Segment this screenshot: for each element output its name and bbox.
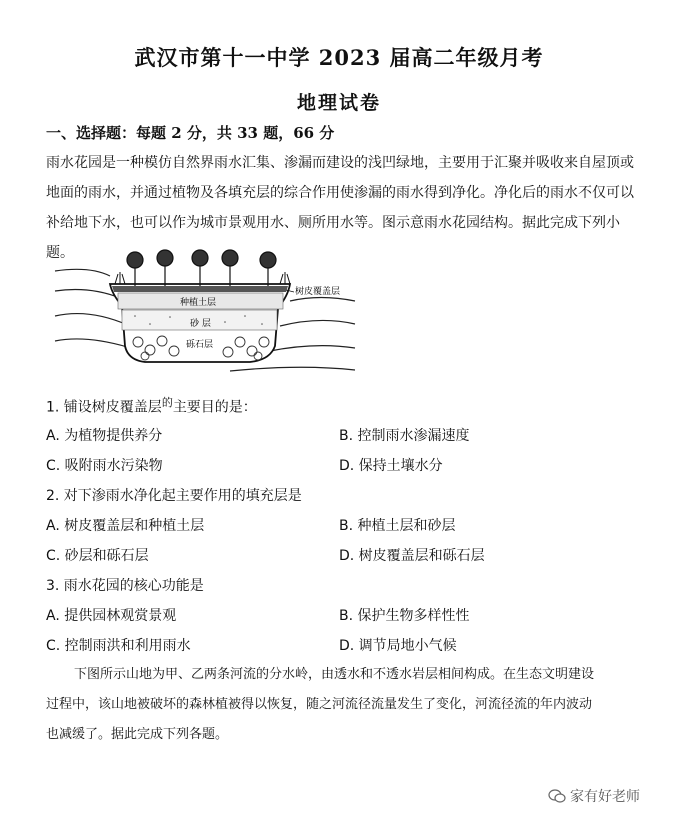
passage-line: 也减缓了。据此完成下列各题。: [46, 727, 229, 742]
question-3-option-d: D. 调节局地小气候: [339, 638, 457, 654]
question-2-option-b: B. 种植土层和砂层: [339, 518, 456, 534]
exam-title: 武汉市第十一中学 2023 届高二年级月考: [134, 45, 544, 70]
question-1-option-b: B. 控制雨水渗漏速度: [339, 428, 470, 444]
question-3-stem: 3. 雨水花园的核心功能是: [46, 578, 204, 594]
question-1-option-a: A. 为植物提供养分: [46, 428, 163, 444]
question-2-option-c: C. 砂层和砾石层: [46, 548, 149, 564]
wechat-icon: [548, 788, 566, 804]
question-3-option-c: C. 控制雨洪和利用雨水: [46, 638, 191, 654]
question-3-option-b: B. 保护生物多样性性: [339, 608, 470, 624]
question-2-stem: 2. 对下渗雨水净化起主要作用的填充层是: [46, 488, 302, 504]
question-1-stem: 1. 铺设树皮覆盖层$^的$主要目的是：: [46, 396, 257, 416]
passage-2: [46, 660, 646, 750]
label-soil: 种植土层: [180, 298, 217, 308]
exam-subtitle: 地理试卷: [296, 92, 381, 114]
label-sand: 砂 层: [190, 319, 211, 329]
section-heading: 一、选择题：每题 2 分，共 33 题，66 分: [46, 124, 335, 142]
passage-line: 地面的雨水，并通过植物及各填充层的综合作用使渗漏的雨水得到净化。净化后的雨水不仅可以: [46, 185, 634, 201]
question-2-option-d: D. 树皮覆盖层和砾石层: [339, 548, 485, 564]
question-2-option-a: A. 树皮覆盖层和种植土层: [46, 518, 205, 534]
watermark: [548, 786, 640, 806]
passage-line: 雨水花园是一种模仿自然界雨水汇集、渗漏而建设的浅凹绿地，主要用于汇聚并吸收来自屋顶或: [46, 155, 634, 171]
rain-garden-diagram: [50, 246, 360, 376]
label-gravel: 砾石层: [186, 340, 214, 350]
question-1-option-d: D. 保持土壤水分: [339, 458, 443, 474]
bark-layer: [112, 286, 288, 292]
label-bark: 树皮覆盖层: [295, 287, 341, 297]
passage-line: 下图所示山地为甲、乙两条河流的分水岭，由透水和不透水岩层相间构成。在生态文明建设: [74, 667, 595, 682]
question-3-option-a: A. 提供园林观赏景观: [46, 608, 177, 624]
question-1-option-c: C. 吸附雨水污染物: [46, 458, 163, 474]
passage-line: 过程中，该山地被破坏的森林植被得以恢复，随之河流径流量发生了变化，河流径流的年内波动: [46, 697, 593, 712]
watermark-text: 家有好老师: [570, 789, 640, 805]
plants: [127, 250, 276, 286]
passage-line: 补给地下水，也可以作为城市景观用水、厕所用水等。图示意雨水花园结构。据此完成下列小题。: [46, 215, 620, 261]
